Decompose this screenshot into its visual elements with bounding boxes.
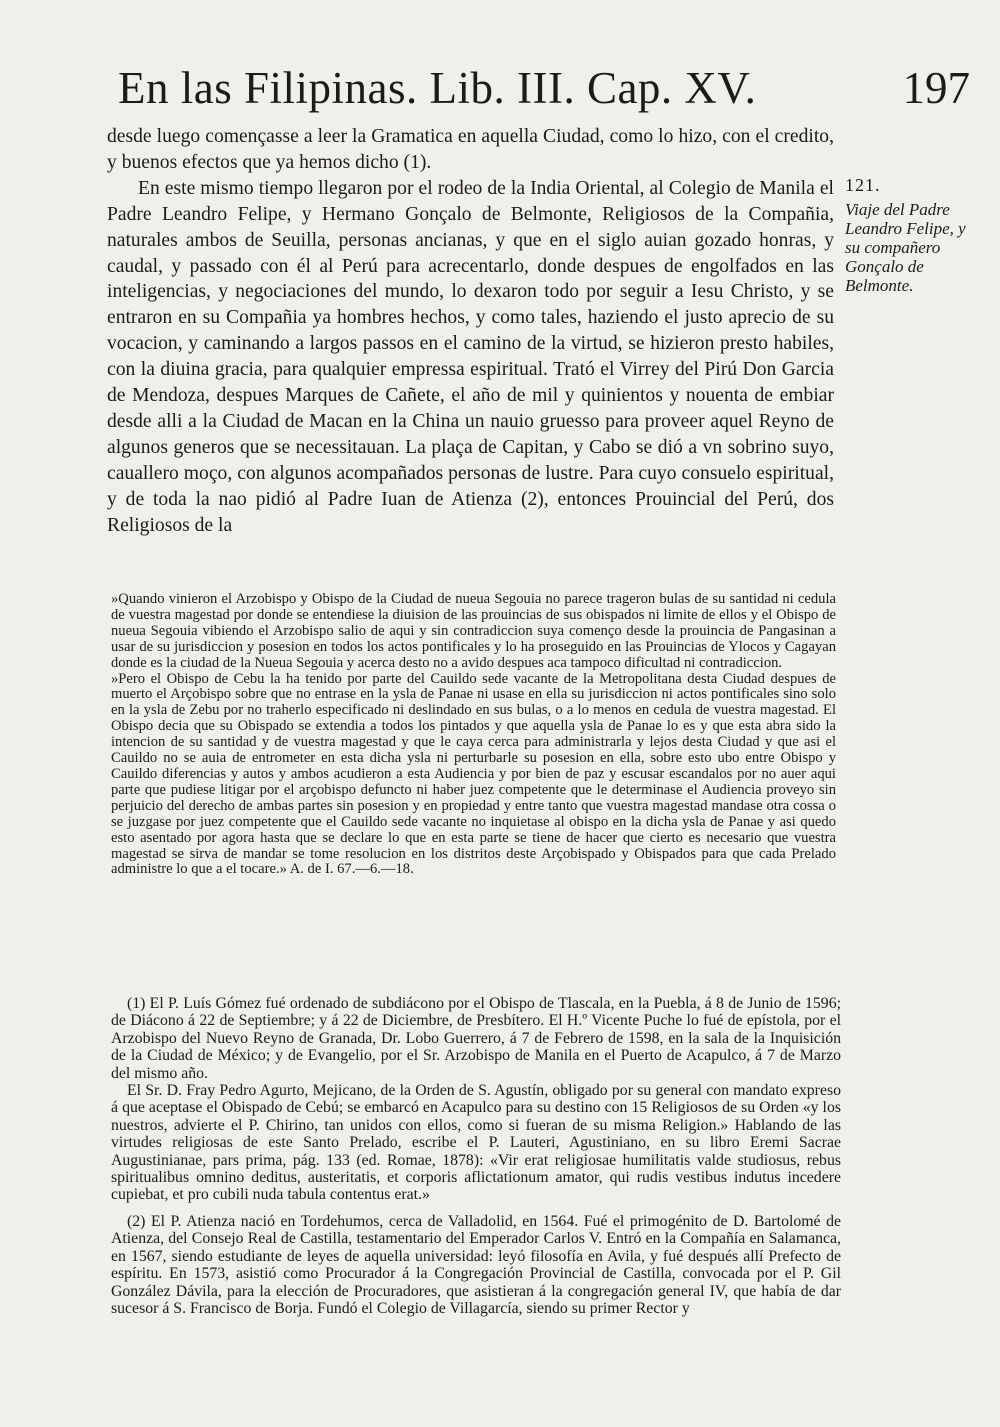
running-title: En las Filipinas. Lib. III. Cap. XV. [118,63,757,113]
margin-note-number: 121. [845,175,881,195]
quoted-document-block [111,592,836,878]
footnote-paragraph: El Sr. D. Fray Pedro Agurto, Mejicano, de la Orden de S. Agustín, obligado por su general con mandato expreso á que aceptase el Obispado de Cebú; se embarcó en Acapulco para su destino con 15 Religiosos de su Orden «y los nuestros, advierte el P. Chirino, tan unidos con ellos, como si fueran de su misma Religion.» Hablando de las virtudes religiosas de este Santo Prelado, escribe el P. Lauteri, Agustiniano, en su libro Eremi Sacrae Augustinianae, pars prima, pág. 133 (ed. Romae, 1878): «Vir erat religiosae humilitatis valde studiosus, rebus spiritualibus omnino deditus, austeritatis, et corporis aflictationum amator, qui rudis vestibus indutus incedere cupiebat, et pro cubili nuda tabula contentus erat.» [111,1082,841,1204]
page-header [118,62,970,118]
quote-paragraph: »Quando vinieron el Arzobispo y Obispo de la Ciudad de nueua Segouia no parece trageron bulas de su santidad ni cedula de vuestra magestad por donde se entendiese la diuision de las prouincias de sus obispados ni limite de ellos y el Obispo de nueua Segouia vibiendo el Arzobispo salio de aqui y sin contradiccion suya començo desde la prouincia de Pangasinan a usar de su jurisdiccion y posesion en todos los actos pontificales y lo ha proseguido en las Prouincias de Ylocos y Cagayan donde es la ciudad de la Nueua Segouia y acerca desto no a avido despues aca tampoco dificultad ni contradiccion. [111,591,836,671]
page-number: 197 [902,63,970,113]
main-body-text [107,124,834,539]
footnote-paragraph: (2) El P. Atienza nació en Tordehumos, cerca de Valladolid, en 1564. Fué el primogénito de D. Bartolomé de Atienza, del Consejo Real de Castilla, testamentario del Emperador Carlos V. Entró en la Compañía en Salamanca, en 1567, siendo estudiante de leyes de aquella universidad: leyó filosofía en Avila, y fué después allí Prefecto de espíritu. En 1573, asistió como Procurador á la Congregación Provincial de Castilla, convocada por el P. Gil González Dávila, para la elección de Procuradores, que asistieran á la congregación general IV, que había de dar sucesor á S. Francisco de Borja. Fundó el Colegio de Villagarcía, siendo su primer Rector y [111,1212,841,1317]
footnote-paragraph: (1) El P. Luís Gómez fué ordenado de subdiácono por el Obispo de Tlascala, en la Puebla, á 8 de Junio de 1596; de Diácono á 22 de Septiembre; y á 22 de Diciembre, de Presbítero. El H.º Vicente Puche lo fué de epístola, por el Arzobispo del Nuevo Reyno de Granada, Dr. Lobo Guerrero, á 7 de Febrero de 1598, en la sala de la Inquisición de la Ciudad de México; y de Evangelio, por el Sr. Arzobispo de Manila en el Puerto de Acapulco, á 7 de Marzo del mismo año. [111,995,841,1082]
quote-paragraph: »Pero el Obispo de Cebu la ha tenido por parte del Cauildo sede vacante de la Metropolitana desta Ciudad despues de muerto el Arçobispo sobre que no entrase en la ysla de Panae ni usase en ella su jurisdiccion ni actos pontificales sino solo en la ysla de Zebu por no traherlo especificado ni deslindado en sus bulas, o a lo menos en cedula de vuestra magestad. El Obispo decia que su Obispado se extendia a todos los pintados y que aquella ysla de Panae lo es y que esta abra sido la intencion de su santidad y de vuestra magestad y que le caya cerca para administrarla y lejos desta Ciudad y que asi el Cauildo no se auia de entrometer en esta dicha ysla ni perturbarle su posesion en ella, sobre esto ubo entre Obispo y Cauildo diferencias y autos y ambos acudieron a esta Audiencia y por bien de paz y escusar escandalos por no auer aqui parte que pudiese litigar por el arçobispo defuncto ni haber juez competente que le determinase el Audiencia proveyo sin perjuicio del derecho de ambas partes sin posesion y en propiedad y entre tanto que vuestra magestad mandase otra cossa o se juzgase por juez competente que el Cauildo sede vacante no inquietase al obispo en la dicha ysla de Panae y asi quedo esto asentado por agora hasta que se declare lo que en esta parte se tiene de hacer que cierto es necesario que vuestra magestad se sirva de mandar se tome resolucion en los distritos deste Arçobispado y Obispados para que cada Prelado administre lo que a el tocare.» A. de I. 67.—6.—18. [111,670,836,878]
margin-note [845,176,980,295]
main-paragraph: desde luego començasse a leer la Gramatica en aquella Ciudad, como lo hizo, con el credito, y buenos efectos que ya hemos dicho (1). [107,126,834,173]
footnotes-section [111,995,841,1317]
margin-note-text: Viaje del Padre Leandro Felipe, y su compañero Gonçalo de Belmonte. [845,200,966,295]
main-paragraph: En este mismo tiempo llegaron por el rodeo de la India Oriental, al Colegio de Manila el Padre Leandro Felipe, y Hermano Gonçalo de Belmonte, Religiosos de la Compañia, naturales ambos de Seuilla, personas ancianas, y que en el siglo auian gozado honras, y caudal, y passado con él al Perú para acrecentarlo, donde despues de engolfados en las inteligencias, y negociaciones del mundo, lo dexaron todo por seguir a Iesu Christo, y se entraron en su Compañia ya hombres hechos, y como tales, haziendo el justo aprecio de su vocacion, y caminando a largos passos en el camino de la virtud, se hizieron presto habiles, con la diuina gracia, para qualquier empressa espiritual. Trató el Virrey del Pirú Don Garcia de Mendoza, despues Marques de Cañete, el año de mil y quinientos y nouenta de embiar desde alli a la Ciudad de Macan en la China un nauio gruesso para proveer aquel Reyno de algunos generos que se necessitauan. La plaça de Capitan, y Cabo se dió a vn sobrino suyo, cauallero moço, con algunos acompañados personas de lustre. Para cuyo consuelo espiritual, y de toda la nao pidió al Padre Iuan de Atienza (2), entonces Prouincial del Perú, dos Religiosos de la [107,177,834,536]
